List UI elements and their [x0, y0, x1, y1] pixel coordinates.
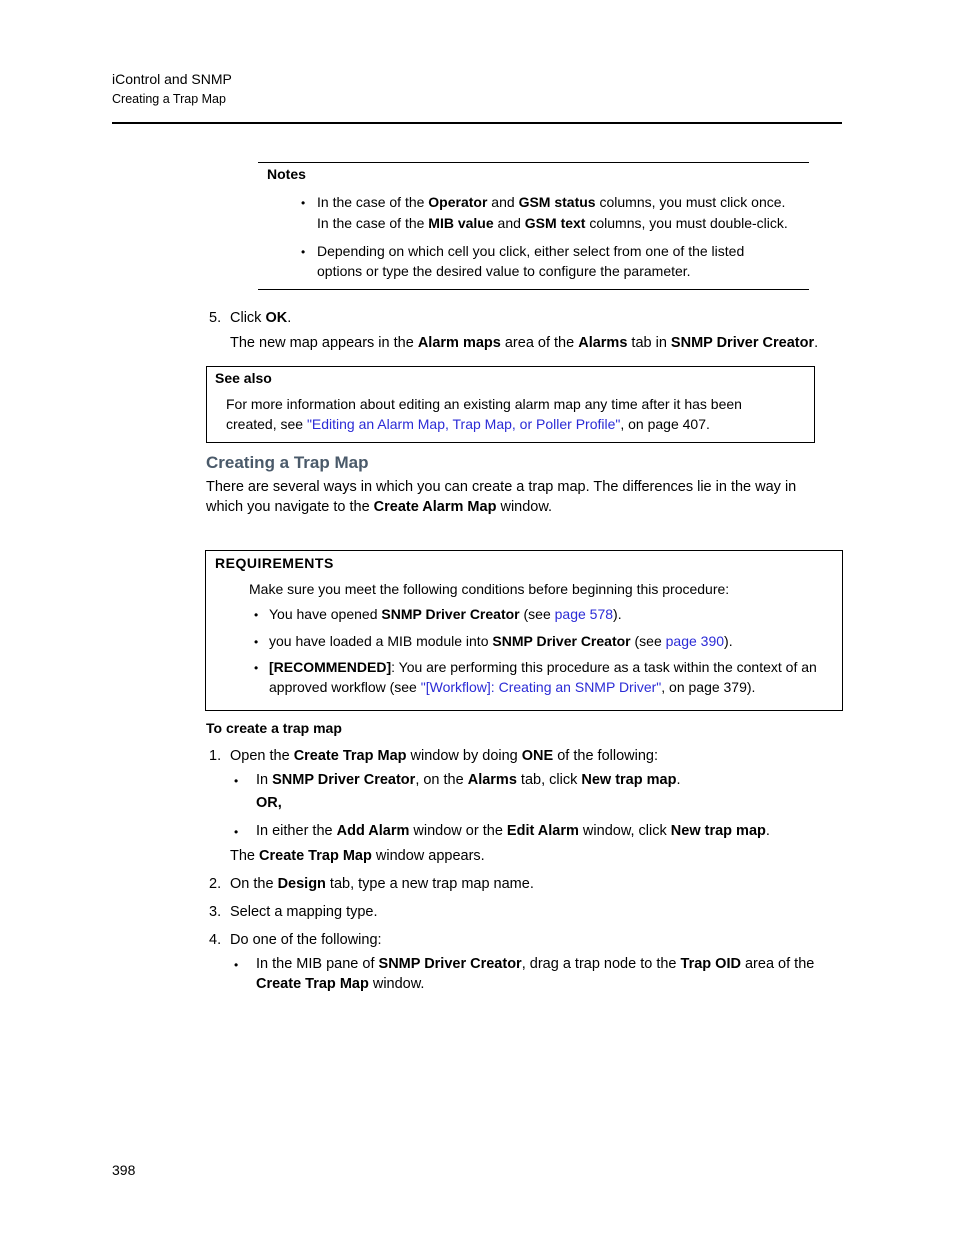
page-number: 398 [112, 1162, 136, 1178]
see-also-line2: created, see "Editing an Alarm Map, Trap Map, or Poller Profile", on page 407. [226, 416, 710, 432]
notes-bullet2-line1: Depending on which cell you click, either select from one of the listed [317, 243, 745, 259]
step1-number: 1. [209, 748, 222, 764]
page-578-link[interactable]: page 578 [554, 606, 614, 622]
bullet-icon: • [254, 635, 259, 649]
bullet-icon: • [301, 245, 306, 259]
step2-text: On the Design tab, type a new trap map name. [230, 876, 534, 892]
step3-text: Select a mapping type. [230, 904, 378, 920]
bullet-icon: • [254, 608, 259, 622]
step3-number: 3. [209, 904, 222, 920]
section-para-line1: There are several ways in which you can create a trap map. The differences lie in the way in [206, 479, 797, 495]
requirement-3-line2: approved workflow (see "[Workflow]: Creating an SNMP Driver", on page 379). [269, 679, 756, 695]
workflow-link[interactable]: "[Workflow]: Creating an SNMP Driver" [420, 679, 662, 695]
notes-bullet2-line2: options or type the desired value to configure the parameter. [317, 263, 691, 279]
step5-number: 5. [209, 310, 222, 326]
bullet-icon: • [254, 661, 259, 675]
bullet-icon: • [301, 196, 306, 210]
step2-number: 2. [209, 876, 222, 892]
see-also-line1: For more information about editing an existing alarm map any time after it has been [226, 396, 742, 412]
requirements-intro: Make sure you meet the following conditions before beginning this procedure: [249, 581, 730, 597]
see-also-link[interactable]: "Editing an Alarm Map, Trap Map, or Poller Profile" [306, 416, 621, 432]
step1-result: The Create Trap Map window appears. [230, 848, 485, 864]
step4-option1-line2: Create Trap Map window. [256, 976, 425, 992]
or-label: OR, [256, 795, 282, 811]
notes-title: Notes [267, 166, 306, 182]
bullet-icon: • [234, 774, 239, 788]
header-rule [112, 122, 842, 124]
procedure-title: To create a trap map [206, 720, 342, 736]
requirements-title: REQUIREMENTS [215, 555, 334, 571]
section-para-line2: which you navigate to the Create Alarm Map window. [206, 499, 553, 515]
header-title: iControl and SNMP [112, 71, 232, 87]
section-heading: Creating a Trap Map [206, 453, 369, 472]
requirement-3-line1: [RECOMMENDED]: You are performing this procedure as a task within the context of an [269, 659, 817, 675]
step5-result: The new map appears in the Alarm maps area of the Alarms tab in SNMP Driver Creator. [230, 335, 819, 351]
page-390-link[interactable]: page 390 [665, 633, 725, 649]
step1-option1: In SNMP Driver Creator, on the Alarms tab, click New trap map. [256, 772, 681, 788]
requirement-1: You have opened SNMP Driver Creator (see page 578). [269, 606, 622, 622]
notes-top-rule [258, 162, 809, 163]
bullet-icon: • [234, 958, 239, 972]
notes-bullet1-line2: In the case of the MIB value and GSM text columns, you must double-click. [317, 215, 788, 231]
bullet-icon: • [234, 825, 239, 839]
step4-text: Do one of the following: [230, 932, 382, 948]
requirement-2: you have loaded a MIB module into SNMP Driver Creator (see page 390). [269, 633, 733, 649]
step4-number: 4. [209, 932, 222, 948]
step4-option1-line1: In the MIB pane of SNMP Driver Creator, drag a trap node to the Trap OID area of the [256, 956, 815, 972]
see-also-title: See also [215, 370, 272, 386]
notes-bottom-rule [258, 289, 809, 290]
step1-option2: In either the Add Alarm window or the Edit Alarm window, click New trap map. [256, 823, 770, 839]
notes-bullet1-line1: In the case of the Operator and GSM status columns, you must click once. [317, 194, 786, 210]
step1-text: Open the Create Trap Map window by doing ONE of the following: [230, 748, 658, 764]
header-subtitle: Creating a Trap Map [112, 92, 226, 106]
step5-text: Click OK. [230, 310, 292, 326]
